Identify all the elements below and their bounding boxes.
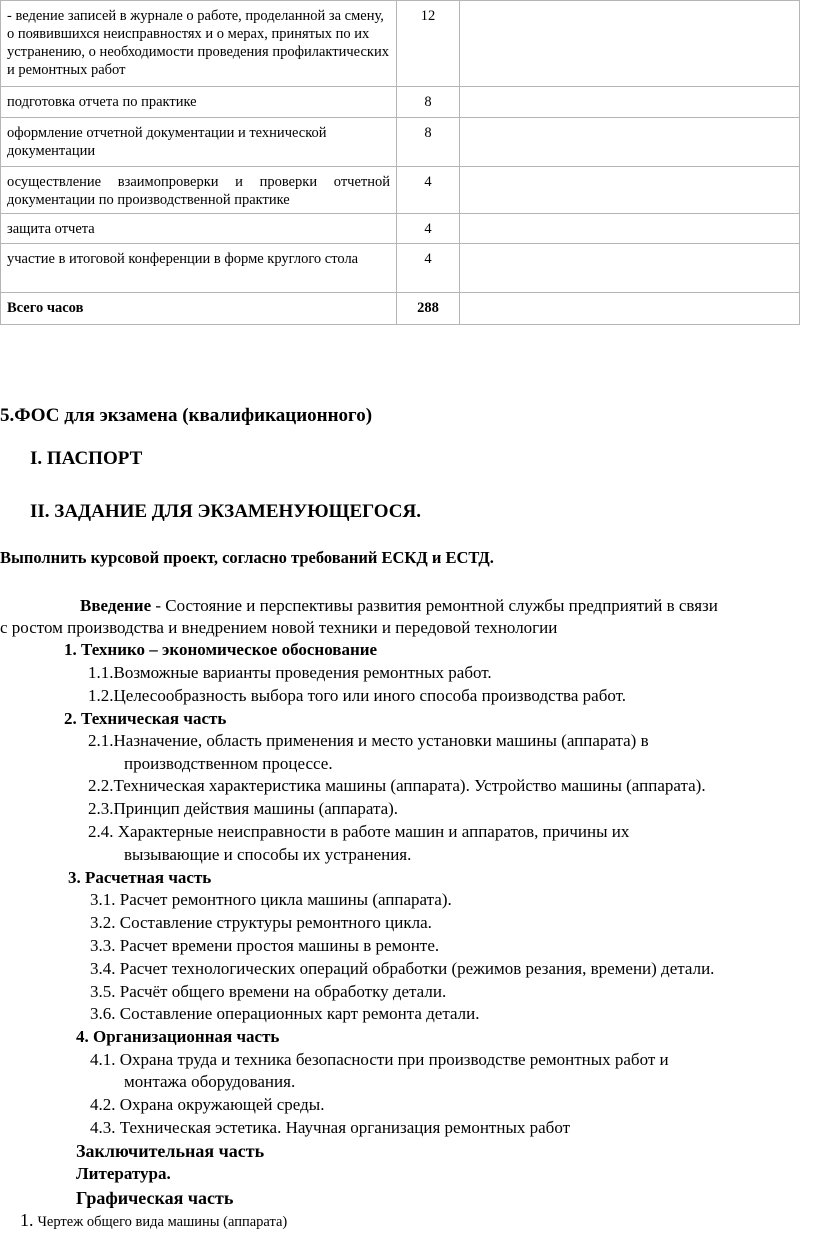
item-3-1: 3.1. Расчет ремонтного цикла машины (аппарата). [90, 890, 452, 909]
item-2-4: 2.4. Характерные неисправности в работе машин и аппаратов, причины их [88, 822, 630, 841]
item-4-2: 4.2. Охрана окружающей среды. [90, 1095, 325, 1114]
drawing-text: Чертеж общего вида машины (аппарата) [37, 1214, 288, 1230]
row-hours: 8 [397, 118, 460, 167]
total-hours: 288 [397, 293, 460, 325]
graphic-heading: Графическая часть [76, 1188, 234, 1208]
row-note [460, 244, 800, 293]
row-text: - ведение записей в журнале о работе, проделанной за смену, о появившихся неисправностях и о мерах, принятых по их устранению, о необходимости проведения профилактических и ремонтных работ [1, 1, 397, 87]
conclusion-heading: Заключительная часть [76, 1141, 265, 1161]
part-4-title: 4. Организационная часть [76, 1027, 280, 1046]
part-3-title: 3. Расчетная часть [68, 868, 212, 887]
part-1-title: 1. Технико – экономическое обоснование [64, 640, 378, 659]
total-label: Всего часов [1, 293, 397, 325]
item-4-1-cont: монтажа оборудования. [124, 1072, 296, 1091]
row-hours: 4 [397, 167, 460, 214]
item-2-1-cont: производственном процессе. [124, 754, 333, 773]
row-text: подготовка отчета по практике [1, 87, 397, 118]
task-heading: II. ЗАДАНИЕ ДЛЯ ЭКЗАМЕНУЮЩЕГОСЯ. [30, 501, 422, 522]
row-hours: 8 [397, 87, 460, 118]
row-hours: 4 [397, 214, 460, 244]
intro-line-2: с ростом производства и внедрением новой техники и передовой технологии [0, 618, 558, 637]
row-note [460, 214, 800, 244]
item-3-5: 3.5. Расчёт общего времени на обработку детали. [90, 982, 447, 1001]
row-text: защита отчета [1, 214, 397, 244]
item-2-3: 2.3.Принцип действия машины (аппарата). [88, 799, 399, 818]
table-row [1, 1, 800, 87]
row-note [460, 118, 800, 167]
item-2-2: 2.2.Техническая характеристика машины (аппарата). Устройство машины (аппарата). [88, 776, 706, 795]
passport-heading: I. ПАСПОРТ [30, 448, 143, 469]
total-note [460, 293, 800, 325]
row-hours: 12 [397, 1, 460, 87]
table-row [1, 167, 800, 214]
literature-heading: Литература. [76, 1164, 171, 1183]
instruction-text: Выполнить курсовой проект, согласно требований ЕСКД и ЕСТД. [0, 548, 494, 567]
table-total-row [1, 293, 800, 325]
table-row [1, 87, 800, 118]
row-hours: 4 [397, 244, 460, 293]
intro-line [80, 596, 718, 616]
row-text: участие в итоговой конференции в форме круглого стола [1, 244, 397, 293]
row-text: оформление отчетной документации и технической документации [1, 118, 397, 167]
row-text: осуществление взаимопроверки и проверки отчетной документации по производственной практике [1, 167, 397, 214]
drawing-number: 1. [20, 1210, 34, 1230]
item-4-1: 4.1. Охрана труда и техника безопасности при производстве ремонтных работ и [90, 1050, 669, 1069]
row-note [460, 87, 800, 118]
item-3-2: 3.2. Составление структуры ремонтного цикла. [90, 913, 432, 932]
item-4-3: 4.3. Техническая эстетика. Научная организация ремонтных работ [90, 1118, 571, 1137]
table-row [1, 214, 800, 244]
drawing-item [20, 1210, 287, 1231]
item-2-4-cont: вызывающие и способы их устранения. [124, 845, 412, 864]
intro-text: - Состояние и перспективы развития ремонтной службы предприятий в связи [151, 596, 718, 615]
table-row [1, 244, 800, 293]
row-note [460, 167, 800, 214]
hours-table [0, 0, 800, 325]
part-2-title: 2. Техническая часть [64, 709, 227, 728]
intro-label: Введение [80, 596, 152, 615]
item-1-2: 1.2.Целесообразность выбора того или иного способа производства работ. [88, 686, 627, 705]
item-3-4: 3.4. Расчет технологических операций обработки (режимов резания, времени) детали. [90, 959, 715, 978]
section-title: 5.ФОС для экзамена (квалификационного) [0, 405, 373, 426]
table-row [1, 118, 800, 167]
item-3-3: 3.3. Расчет времени простоя машины в ремонте. [90, 936, 440, 955]
item-3-6: 3.6. Составление операционных карт ремонта детали. [90, 1004, 480, 1023]
item-1-1: 1.1.Возможные варианты проведения ремонтных работ. [88, 663, 492, 682]
row-note [460, 1, 800, 87]
item-2-1: 2.1.Назначение, область применения и место установки машины (аппарата) в [88, 731, 649, 750]
